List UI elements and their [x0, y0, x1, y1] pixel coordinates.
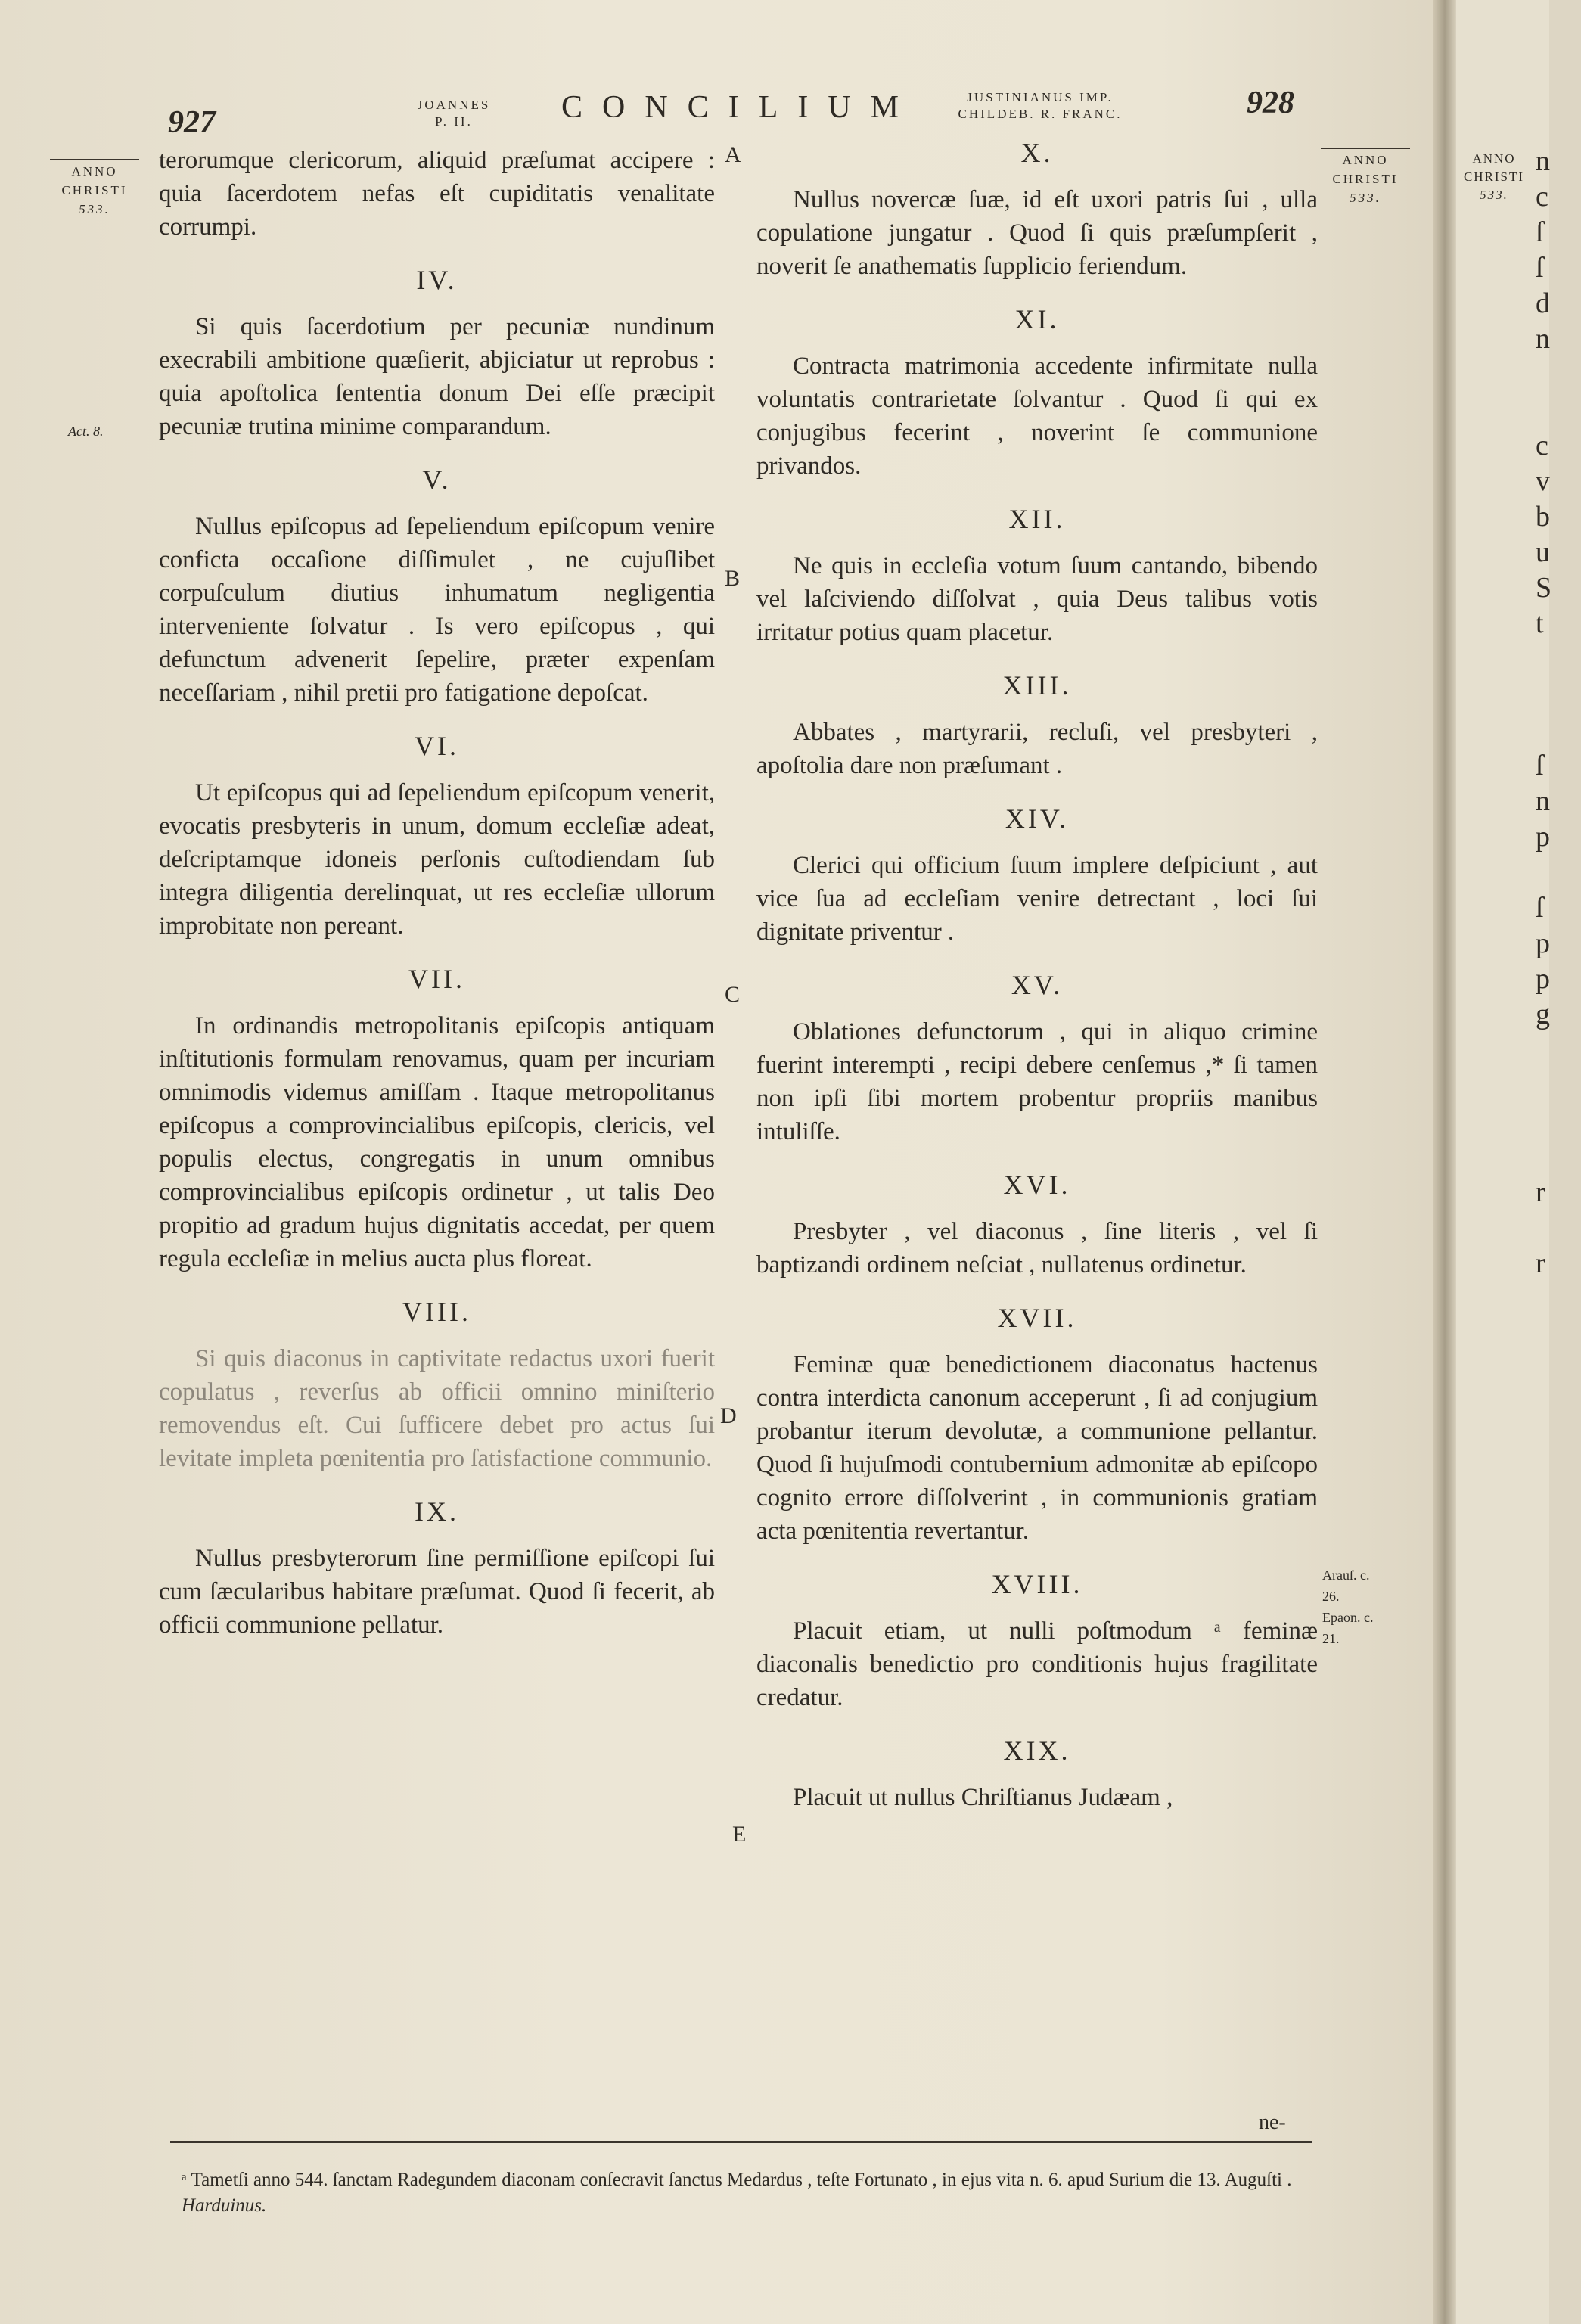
next-page-fragment: d	[1536, 287, 1550, 319]
next-page-fragment: b	[1536, 501, 1550, 533]
anno-christi-next-page	[1460, 150, 1528, 204]
next-page-fragment	[1536, 1068, 1581, 1104]
canon-text: Ut epiſcopus qui ad ſepeliendum epiſcopum venerit, evocatis presbyteris in unum, domum eccleſiæ adeat, deſcriptamque idoneis perſonis cuſtodiendam ſub integra diligentia derelinquat, ut res eccleſiæ ullorum improbitate non pereant.	[159, 779, 715, 940]
canon-number: VII.	[408, 964, 465, 994]
canon-text: Abbates , martyrarii, recluſi, vel presbyteri , apoſtolia dare non præſumant .	[756, 719, 1318, 779]
canon-text: Si quis diaconus in captivitate redactus uxori fuerit copulatus , reverſus ab officii omnino miniſterio removendus eſt. Cui ſufficere debet pro actus ſui levitate impleta pœnitentia pro ſatisfactione communio.	[159, 1345, 715, 1472]
next-page-fragment	[1536, 855, 1581, 890]
catchword: ne-	[1259, 2111, 1286, 2134]
next-page-fragment	[1536, 357, 1581, 393]
next-page-fragment	[1536, 642, 1581, 677]
canon-number: XVIII.	[991, 1569, 1083, 1599]
next-page-fragment	[1536, 1104, 1581, 1139]
canon-number: VIII.	[402, 1297, 471, 1327]
canon-text: In ordinandis metropolitanis epiſcopis antiquam inſtitutionis formulam renovamus, quam per incuriam omnimodis videmus amiſſam . Itaque metropolitanus epiſcopus a comprovincialibus epiſcopis, clericis, vel populis electus, congregatis in unum omnibus comprovincialibus epiſcopis ordinetur , ut talis Deo propitio ad gradum hujus dignitatis accedat, per quem regula eccleſiæ in melius aucta plus floreat.	[159, 1012, 715, 1272]
next-page-fragment	[1536, 713, 1581, 748]
next-page-fragment: u	[1536, 536, 1550, 568]
section-letter-a: A	[725, 142, 741, 167]
anno-label: ANNO	[1342, 153, 1389, 167]
next-page-fragment	[1536, 1033, 1581, 1068]
running-head-rulers	[919, 89, 1161, 123]
next-page-fragment: c	[1536, 181, 1548, 213]
next-page-fragment: n	[1536, 785, 1550, 817]
canon-number: XIV.	[1005, 803, 1070, 834]
canon-number: XIII.	[1002, 670, 1072, 701]
next-page-fragment	[1536, 1210, 1581, 1246]
footnote-author: Harduinus.	[182, 2195, 267, 2216]
next-page-fragment: n	[1536, 323, 1550, 355]
canon-number: XIX.	[1003, 1735, 1071, 1766]
canon-number: XI.	[1014, 304, 1060, 334]
canon-text: Si quis ſacerdotium per pecuniæ nundinum execrabili ambitione quæſierit, abjiciatur ut reprobus : quia apoſtolica ſententia donum Dei eſſe præcipit pecuniæ trutina minime comparandum.	[159, 313, 715, 440]
canon-text: Placuit etiam, ut nulli poſtmodum ᵃ feminæ diaconalis benedictio pro conditionis hujus fragilitate credatur.	[756, 1617, 1318, 1711]
canon-text: Nullus presbyterorum ſine permiſſione epiſcopi ſui cum ſæcularibus habitare præſumat. Quod ſi fecerit, ab officii communione pellatur.	[159, 1545, 715, 1639]
next-page-fragment: g	[1536, 999, 1550, 1030]
canon-number: V.	[422, 464, 452, 495]
running-head-title: CONCILIUM	[561, 90, 918, 125]
anno-year: 533.	[1480, 188, 1508, 202]
next-page-fragment: v	[1536, 465, 1550, 497]
next-page-fragment	[1536, 677, 1581, 713]
anno-year: 533.	[1350, 191, 1381, 205]
canon-number: XII.	[1008, 504, 1066, 534]
next-page-fragment	[1536, 393, 1581, 428]
canon-number: XV.	[1011, 970, 1064, 1000]
canon-text: Presbyter , vel diaconus , ſine literis , vel ſi baptizandi ordinem neſciat , nullatenus ordinetur.	[756, 1218, 1318, 1279]
anno-label-2: CHRISTI	[1463, 169, 1525, 184]
anno-label: ANNO	[71, 164, 118, 179]
emperor-name: JUSTINIANUS IMP.	[967, 90, 1114, 104]
anno-christi-right	[1320, 148, 1411, 207]
section-letter-d: D	[720, 1403, 737, 1428]
canon-text: Contracta matrimonia accedente infirmitate nulla voluntatis contrarietate ſolvantur . Quod ſi qui ex conjugibus fecerint , noverint ſe communione privandos.	[756, 353, 1318, 480]
anno-label-2: CHRISTI	[1332, 172, 1399, 186]
canon-text: Oblationes defunctorum , qui in aliquo crimine fuerint interempti , recipi debere cenſemus ,* ſi tamen non ipſi ſibi mortem probentur propriis manibus intuliſſe.	[756, 1018, 1318, 1145]
margin-note-line: 26.	[1322, 1589, 1340, 1604]
margin-note-canon-17	[1322, 1564, 1373, 1649]
canon-number: VI.	[415, 731, 459, 761]
next-page-fragment: t	[1536, 607, 1544, 639]
next-page-fragment: p	[1536, 821, 1550, 853]
running-head-pope	[393, 97, 514, 130]
canon-number: IX.	[415, 1496, 459, 1527]
next-page-fragment: r	[1536, 1247, 1545, 1279]
next-page-fragment: S	[1536, 572, 1552, 604]
next-page-edge	[1456, 0, 1552, 2324]
next-page-fragment: ſ	[1536, 252, 1544, 284]
margin-note-line: Epaon. c.	[1322, 1610, 1374, 1625]
section-letter-c: C	[725, 982, 741, 1007]
margin-note-line: 21.	[1322, 1631, 1340, 1646]
anno-rule	[50, 159, 139, 160]
next-page-fragment: r	[1536, 1176, 1545, 1208]
footnote-text: ᵃ Tametſi anno 544. ſanctam Radegundem diaconam conſecravit ſanctus Medardus , teſte Fortunato , in ejus vita n. 6. apud Surium die 13. Auguſti .	[182, 2170, 1292, 2190]
next-page-fragment: ſ	[1536, 216, 1544, 248]
next-page-fragment: ſ	[1536, 750, 1544, 781]
next-page-fragment: p	[1536, 963, 1550, 995]
pope-name: JOANNES	[417, 98, 491, 112]
next-page-fragment: c	[1536, 430, 1548, 461]
canon-number: X.	[1020, 138, 1054, 168]
margin-note-line: Arauſ. c.	[1322, 1567, 1370, 1583]
canon-text: Nullus epiſcopus ad ſepeliendum epiſcopum venire conficta occaſione diſſimulet , ne cujuſlibet corpuſculum diutius inhumatum negligentia interveniente ſolvatur . Is vero epiſcopus , qui defunctum advenerit ſepelire, præter expenſam neceſſariam , nihil pretii pro fatigatione depoſcat.	[159, 513, 715, 707]
anno-christi-left	[49, 159, 140, 219]
footnote-rule	[170, 2141, 1312, 2143]
canon-text: Clerici qui officium ſuum implere deſpiciunt , aut vice ſua ad eccleſiam venire detrectant , loci ſui dignitate priventur .	[756, 852, 1318, 946]
canon-text: Feminæ quæ benedictionem diaconatus hactenus contra interdicta canonum acceperunt , ſi ad conjugium probantur iterum devolutæ, a communione pellantur. Quod ſi hujuſmodi contubernium admonitæ ab epiſcopo cognito errore diſſolverint , in communionis gratiam acta pœnitentia revertantur.	[756, 1351, 1318, 1545]
anno-rule	[1321, 148, 1410, 149]
right-column	[756, 136, 1318, 1834]
canon-number: XVII.	[997, 1303, 1077, 1333]
next-page-fragment: n	[1536, 145, 1550, 177]
margin-reference-acts: Act. 8.	[68, 424, 104, 439]
book-gutter	[1433, 0, 1456, 2324]
canon-text: Placuit ut nullus Chriſtianus Judæam ,	[793, 1784, 1173, 1811]
section-letter-e: E	[732, 1822, 747, 1847]
canon-text: Nullus novercæ ſuæ, id eſt uxori patris ſui , ulla copulatione jungatur . Quod ſi quis præſumpſerit , noverit ſe anathematis ſupplicio feriendum.	[756, 186, 1318, 280]
section-letter-b: B	[725, 566, 741, 591]
anno-label-2: CHRISTI	[61, 183, 128, 197]
canon-number: XVI.	[1003, 1170, 1071, 1200]
canon-number: IV.	[416, 265, 458, 295]
anno-label: ANNO	[1472, 151, 1516, 166]
next-page-fragment: ſ	[1536, 892, 1544, 924]
footnote	[182, 2167, 1316, 2219]
canon-text: Ne quis in eccleſia votum ſuum cantando, bibendo vel laſciviendo diſſolvat , quia Deus talibus votis irritatur potius quam placetur.	[756, 552, 1318, 646]
anno-year: 533.	[79, 202, 110, 216]
page-number-left: 927	[168, 105, 216, 140]
next-page-fragment	[1536, 1139, 1581, 1175]
left-column	[159, 144, 715, 1661]
continued-text: terorumque clericorum, aliquid præſumat accipere : quia ſacerdotem nefas eſt cupiditatis venalitate corrumpi.	[159, 147, 715, 241]
king-name: CHILDEB. R. FRANC.	[958, 107, 1123, 121]
pope-number: P. II.	[435, 114, 473, 129]
next-page-text-fragments	[1536, 144, 1581, 1282]
next-page-fragment: p	[1536, 927, 1550, 959]
page-number-right: 928	[1247, 85, 1294, 120]
